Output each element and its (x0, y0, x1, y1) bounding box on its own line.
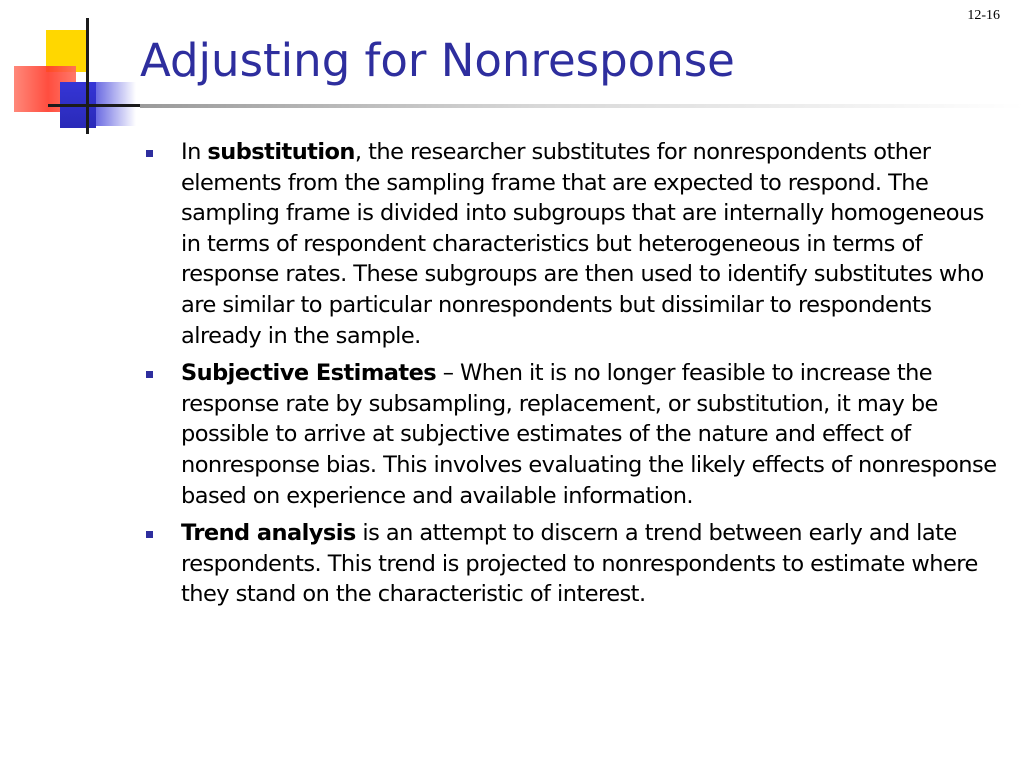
title-divider (140, 104, 1024, 108)
bullet-trend-analysis (140, 518, 1000, 610)
bullet-marker-icon (146, 371, 153, 378)
bullet-marker-icon (146, 150, 153, 157)
bullet-text: – When it is no longer feasible to increase the response rate by subsampling, replacement, or substitution, it may be possible to arrive at subjective estimates of the nature and effect of nonresponse bias. This involves evaluating the likely effects of nonresponse based on experience and available information. (181, 360, 997, 509)
slide-number: 12-16 (967, 8, 1000, 23)
bullet-term: Trend analysis (181, 520, 356, 547)
logo-graphic (0, 0, 160, 140)
bullet-lead: In (181, 139, 208, 165)
bullet-substitution (140, 137, 1000, 351)
bullet-list (140, 137, 1000, 617)
bullet-term: Subjective Estimates (181, 360, 437, 387)
slide-title: Adjusting for Nonresponse (140, 34, 735, 87)
bullet-subjective-estimates (140, 358, 1000, 511)
logo-vertical-line (86, 18, 89, 134)
bullet-text: , the researcher substitutes for nonrespondents other elements from the sampling frame that are expected to respond. The sampling frame is divided into subgroups that are internally homogeneous in terms of respondent characteristics but heterogeneous in terms of response rates. These subgroups are then used to identify substitutes who are similar to particular nonrespondents but dissimilar to respondents already in the sample. (181, 139, 984, 349)
bullet-text: is an attempt to discern a trend between early and late respondents. This trend is projected to nonrespondents to estimate where they stand on the characteristic of interest. (181, 520, 978, 608)
bullet-term: substitution (207, 139, 355, 165)
bullet-marker-icon (146, 531, 153, 538)
